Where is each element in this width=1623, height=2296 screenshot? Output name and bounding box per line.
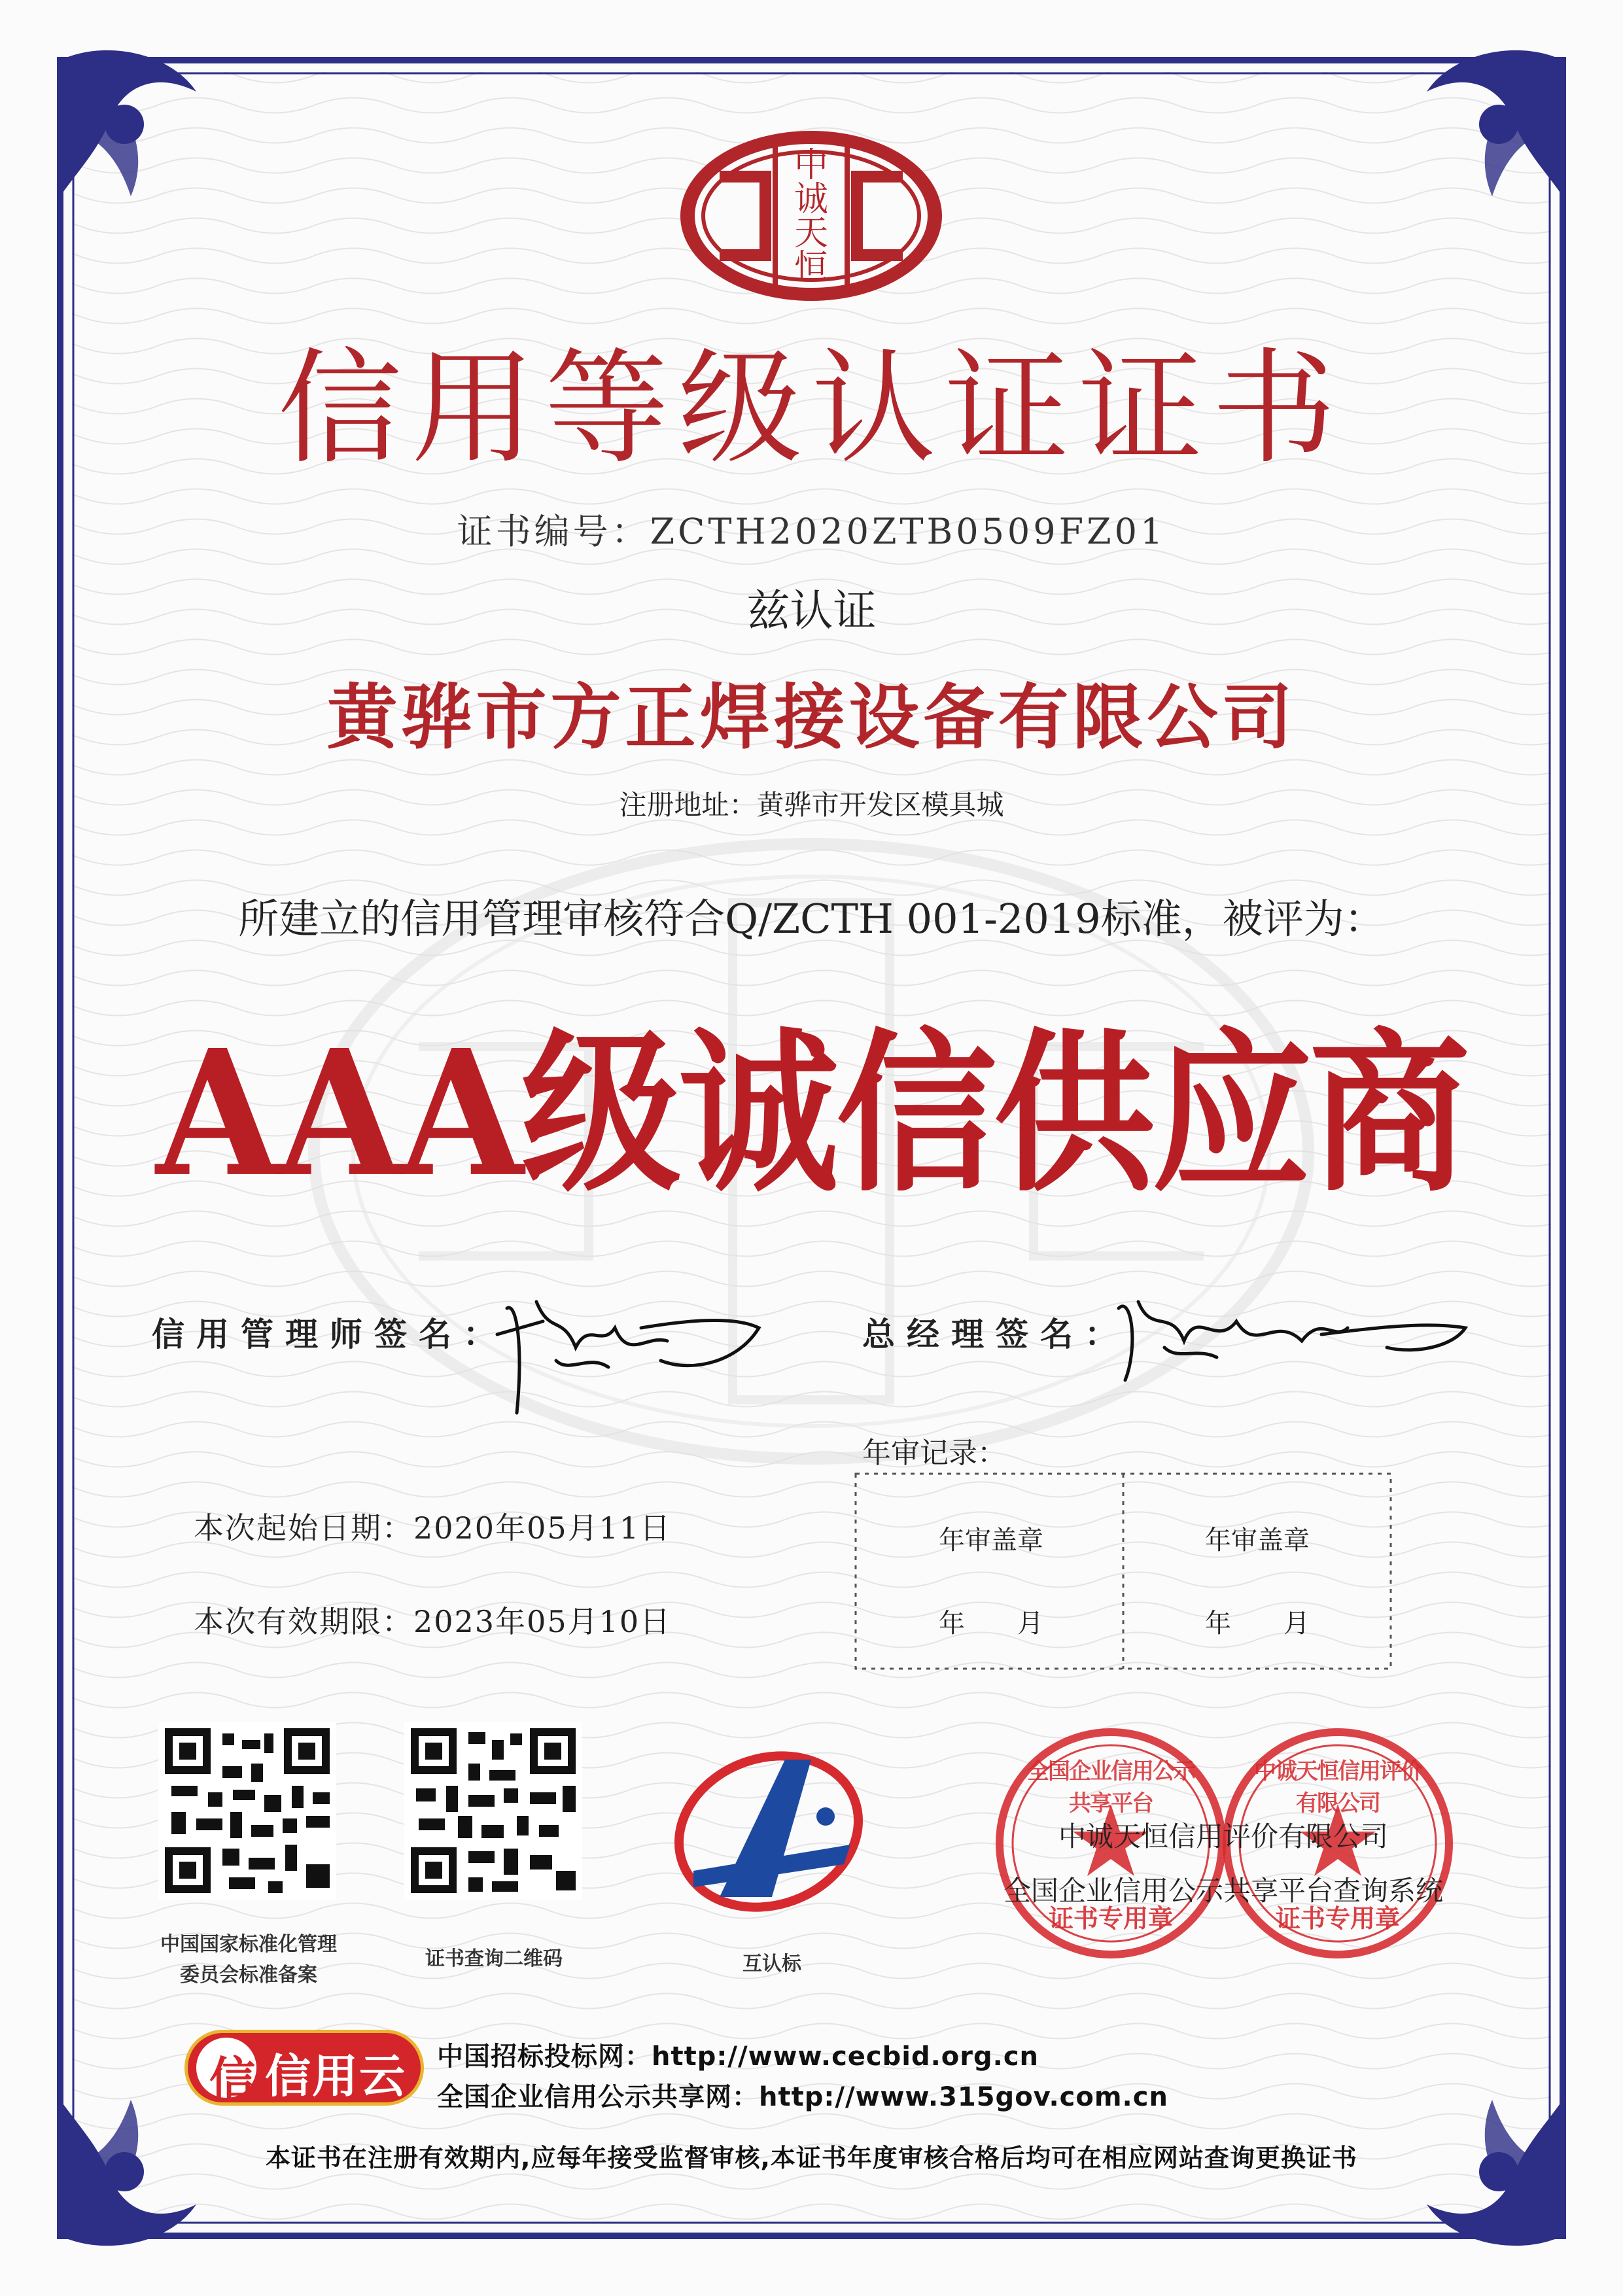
address-label: 注册地址： — [619, 789, 757, 821]
annual-review-title: 年审记录： — [862, 1436, 1006, 1470]
standard-statement: 所建立的信用管理审核符合Q/ZCTH 001-2019标准，被评为： — [238, 895, 1385, 943]
start-date-line — [194, 1505, 671, 1548]
qr2-caption: 证书查询二维码 — [425, 1947, 563, 1970]
start-date-label: 本次起始日期： — [194, 1510, 413, 1546]
emblem-char-2: 诚 — [794, 180, 829, 219]
issuer-name: 中诚天恒信用评价有限公司 — [1058, 1820, 1388, 1852]
website-line-1 — [437, 2036, 1039, 2073]
credit-manager-signature-label: 信用管理师签名： — [152, 1315, 508, 1353]
credit-cloud-logo-char: 信 — [209, 2052, 255, 2106]
top-emblem-icon — [680, 131, 942, 301]
hereby-certify: 兹认证 — [746, 585, 877, 636]
expiry-date-value: 2023年05月10日 — [413, 1604, 672, 1639]
seal-right-bottom-text: 证书专用章 — [1275, 1904, 1400, 1933]
general-manager-signature-label: 总经理签名： — [862, 1315, 1129, 1353]
seal-right-ring-text: 中诚天恒信用评价有限公司 — [1254, 1758, 1422, 1817]
website-line-2 — [437, 2076, 1168, 2113]
mutual-logo-caption: 互认标 — [742, 1953, 801, 1975]
qr-code-cert-query-icon — [404, 1722, 582, 1900]
website-2-label: 全国企业信用公示共享网： — [437, 2082, 759, 2112]
annual-review-date-1: 年 月 — [939, 1609, 1043, 1639]
credit-cloud-name: 信用云 — [265, 2049, 406, 2103]
certificate-number: ZCTH2020ZTB0509FZ01 — [650, 511, 1166, 552]
website-2-url[interactable]: http://www.315gov.com.cn — [759, 2082, 1168, 2112]
certificate-title: 信用等级认证证书 — [277, 336, 1346, 481]
annual-review-seal-1: 年审盖章 — [939, 1525, 1043, 1556]
annual-review-date-2: 年 月 — [1205, 1609, 1310, 1639]
qr1-caption: 中国国家标准化管理 委员会标准备案 — [160, 1933, 337, 1987]
emblem-char-1: 中 — [794, 146, 829, 185]
seal-left-ring-text: 全国企业信用公示共享平台 — [1027, 1758, 1195, 1817]
certificate-number-line — [0, 504, 1623, 554]
emblem-char-4: 恒 — [794, 248, 829, 287]
qr-code-standards-icon — [158, 1722, 336, 1900]
expiry-date-line — [194, 1598, 671, 1641]
annual-review-seal-2: 年审盖章 — [1205, 1525, 1310, 1556]
credit-grade: AAA级诚信供应商 — [156, 1011, 1467, 1215]
footer-note: 本证书在注册有效期内,应每年接受监督审核,本证书年度审核合格后均可在相应网站查询更换证书 — [266, 2144, 1357, 2172]
emblem-char-3: 天 — [794, 214, 829, 253]
website-1-label: 中国招标投标网： — [437, 2042, 652, 2072]
company-name: 黄骅市方正焊接设备有限公司 — [326, 677, 1297, 759]
website-1-url[interactable]: http://www.cecbid.org.cn — [652, 2042, 1039, 2072]
start-date-value: 2020年05月11日 — [413, 1510, 672, 1546]
address-value: 黄骅市开发区模具城 — [756, 789, 1004, 821]
registered-address-line — [0, 784, 1623, 823]
expiry-date-label: 本次有效期限： — [194, 1604, 413, 1639]
issuer-query-system: 全国企业信用公示共享平台查询系统 — [1003, 1875, 1443, 1907]
seal-left-bottom-text: 证书专用章 — [1048, 1904, 1173, 1933]
certificate-number-label: 证书编号： — [457, 511, 650, 552]
